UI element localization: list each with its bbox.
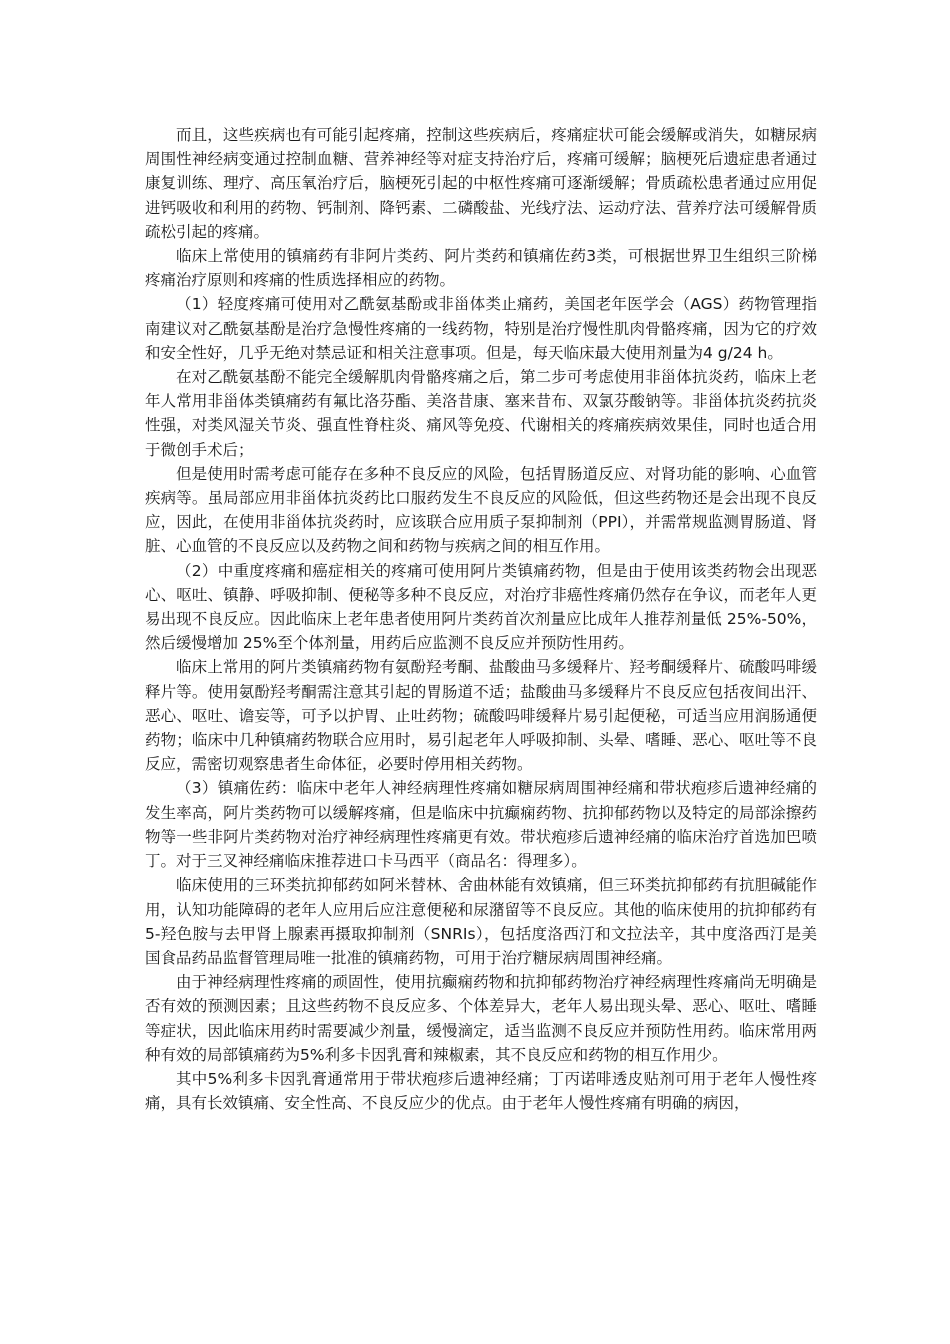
paragraph-7: 临床上常用的阿片类镇痛药物有氨酚羟考酮、盐酸曲马多缓释片、羟考酮缓释片、硫酸吗啡缓释片等。使用氨酚羟考酮需注意其引起的胃肠道不适；盐酸曲马多缓释片不良反应包括夜间出汗、恶心、呕吐、谵妄等，可予以护胃、止吐药物；硫酸吗啡缓释片易引起便秘，可适当应用润肠通便药物；临床中几种镇痛药物联合应用时，易引起老年人呼吸抑制、头晕、嗜睡、恶心、呕吐等不良反应，需密切观察患者生命体征，必要时停用相关药物。	[145, 658, 817, 774]
paragraph-9: 临床使用的三环类抗抑郁药如阿米替林、舍曲林能有效镇痛，但三环类抗抑郁药有抗胆碱能作用，认知功能障碍的老年人应用后应注意便秘和尿潴留等不良反应。其他的临床使用的抗抑郁药有5-羟色胺与去甲肾上腺素再摄取抑制剂（SNRIs），包括度洛西汀和文拉法辛，其中度洛西汀是美国食品药品监督管理局唯一批准的镇痛药物，可用于治疗糖尿病周围神经痛。	[145, 876, 817, 967]
paragraph-2: 临床上常使用的镇痛药有非阿片类药、阿片类药和镇痛佐药3类，可根据世界卫生组织三阶梯疼痛治疗原则和疼痛的性质选择相应的药物。	[145, 247, 817, 290]
paragraph-6: （2）中重度疼痛和癌症相关的疼痛可使用阿片类镇痛药物，但是由于使用该类药物会出现恶心、呕吐、镇静、呼吸抑制、便秘等多种不良反应，对治疗非癌性疼痛仍然存在争议，而老年人更易出现不良反应。因此临床上老年患者使用阿片类药首次剂量应比成年人推荐剂量低 25%-50%，然后缓慢增加 25%至个体剂量，用药后应监测不良反应并预防性用药。	[145, 561, 817, 653]
paragraph-8: （3）镇痛佐药：临床中老年人神经病理性疼痛如糖尿病周围神经痛和带状疱疹后遗神经痛的发生率高，阿片类药物可以缓解疼痛，但是临床中抗癫痫药物、抗抑郁药物以及特定的局部涂擦药物等一些非阿片类药物对治疗神经病理性疼痛更有效。带状疱疹后遗神经痛的临床治疗首选加巴喷丁。对于三叉神经痛临床推荐进口卡马西平（商品名：得理多）。	[145, 779, 817, 871]
paragraph-10: 由于神经病理性疼痛的顽固性，使用抗癫痫药物和抗抑郁药物治疗神经病理性疼痛尚无明确是否有效的预测因素；且这些药物不良反应多、个体差异大，老年人易出现头晕、恶心、呕吐、嗜睡等症状，因此临床用药时需要减少剂量，缓慢滴定，适当监测不良反应并预防性用药。临床常用两种有效的局部镇痛药为5%利多卡因乳膏和辣椒素，其不良反应和药物的相互作用少。	[145, 973, 817, 1064]
paragraph-11: 其中5%利多卡因乳膏通常用于带状疱疹后遗神经痛；丁丙诺啡透皮贴剂可用于老年人慢性疼痛，具有长效镇痛、安全性高、不良反应少的优点。由于老年人慢性疼痛有明确的病因，	[145, 1069, 817, 1113]
paragraph-1: 而且，这些疾病也有可能引起疼痛，控制这些疾病后，疼痛症状可能会缓解或消失，如糖尿病周围性神经病变通过控制血糖、营养神经等对症支持治疗后，疼痛可缓解；脑梗死后遗症患者通过康复训练、理疗、高压氧治疗后，脑梗死引起的中枢性疼痛可逐渐缓解；骨质疏松患者通过应用促进钙吸收和利用的药物、钙制剂、降钙素、二磷酸盐、光线疗法、运动疗法、营养疗法可缓解骨质疏松引起的疼痛。	[145, 126, 817, 241]
paragraph-4: 在对乙酰氨基酚不能完全缓解肌肉骨骼疼痛之后，第二步可考虑使用非甾体抗炎药，临床上老年人常用非甾体类镇痛药有氟比洛芬酯、美洛昔康、塞来昔布、双氯芬酸钠等。非甾体抗炎药抗炎性强，对类风湿关节炎、强直性脊柱炎、痛风等免疫、代谢相关的疼痛疾病效果佳，同时也适合用于微创手术后；	[145, 368, 817, 459]
document-page	[145, 123, 817, 1115]
paragraph-5: 但是使用时需考虑可能存在多种不良反应的风险，包括胃肠道反应、对肾功能的影响、心血管疾病等。虽局部应用非甾体抗炎药比口服药发生不良反应的风险低，但这些药物还是会出现不良反应，因此，在使用非甾体抗炎药时，应该联合应用质子泵抑制剂（PPI），并需常规监测胃肠道、肾脏、心血管的不良反应以及药物之间和药物与疾病之间的相互作用。	[145, 464, 817, 556]
paragraph-3: （1）轻度疼痛可使用对乙酰氨基酚或非甾体类止痛药，美国老年医学会（AGS）药物管理指南建议对乙酰氨基酚是治疗急慢性疼痛的一线药物，特别是治疗慢性肌肉骨骼疼痛，因为它的疗效和安全性好，几乎无绝对禁忌证和相关注意事项。但是，每天临床最大使用剂量为4 g/24 h。	[145, 295, 817, 362]
